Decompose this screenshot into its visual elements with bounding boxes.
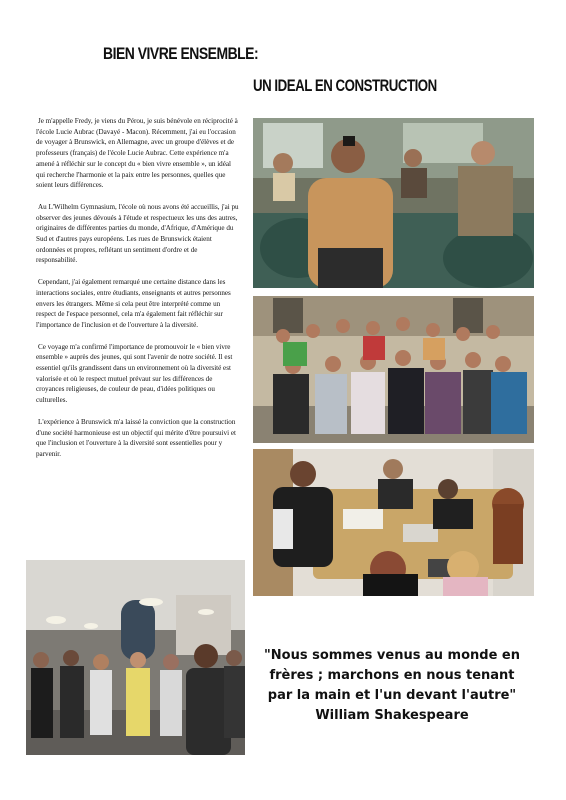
photo-group-portrait	[253, 296, 534, 443]
title-line-1: BIEN VIVRE ENSEMBLE:	[103, 44, 259, 63]
paragraph-2: Au L'Wilhelm Gymnasium, l'école où nous avons été accueillis, j'ai pu observer des jeunes dévoués à l'étude et respectueux les uns des autres, originaires de différentes parties du monde, d'Afrique, d'Amérique du Sud et d'autres pays européens. Les rues de Brunswick étaient ordonnées et propres, reflétant un sentiment d'ordre et de responsabilité.	[36, 202, 239, 265]
photo-student-lounge	[253, 118, 534, 288]
article-body	[36, 116, 239, 471]
photo-hall-gathering	[26, 560, 245, 755]
title-line-2: UN IDEAL EN CONSTRUCTION	[253, 76, 437, 95]
paragraph-5: L'expérience à Brunswick m'a laissé la conviction que la construction d'une société harmonieuse est un objectif qui mérite d'être poursuivi et que l'inclusion et l'ouverture à la diversité sont essentielles pour y parvenir.	[36, 417, 236, 458]
paragraph-4: Ce voyage m'a confirmé l'importance de promouvoir le « bien vivre ensemble » auprès des jeunes, qui sont l'avenir de notre société. Il est essentiel qu'ils grandissent dans un environnement où la diversité est valorisée et où le respect mutuel prévaut sur les différences de croyances religieuses, de couleur de peau, d'idées politiques ou culturelles.	[36, 342, 233, 405]
closing-quote: "Nous sommes venus au monde en frères ; marchons en nous tenant par la main et l'un devant l'autre" William Shakespeare	[263, 648, 520, 723]
photo-students-table	[253, 449, 534, 596]
paragraph-1: Je m'appelle Fredy, je viens du Pérou, je suis bénévole en réciprocité à l'école Lucie Aubrac (Davayé - Macon). Récemment, j'ai eu l'occasion de voyager à Brunswick, en Allemagne, avec un groupe d'élèves et de professeurs (français) de l'école Lucie Aubrac. Cette expérience m'a amené à réfléchir sur le concept du « bien vivre ensemble », un idéal qui recherche l'harmonie et la paix entre les personnes, quelles que soient leurs différences.	[36, 117, 238, 190]
paragraph-3: Cependant, j'ai également remarqué une certaine distance dans les interactions sociales, entre étudiants, enseignants et autres personnes envers les étrangers. Même si cela peut être interprété comme un respect de l'espace personnel, cela m'a également fait réfléchir sur l'importance de l'inclusion et de l'ouverture à la diversité.	[36, 278, 231, 329]
